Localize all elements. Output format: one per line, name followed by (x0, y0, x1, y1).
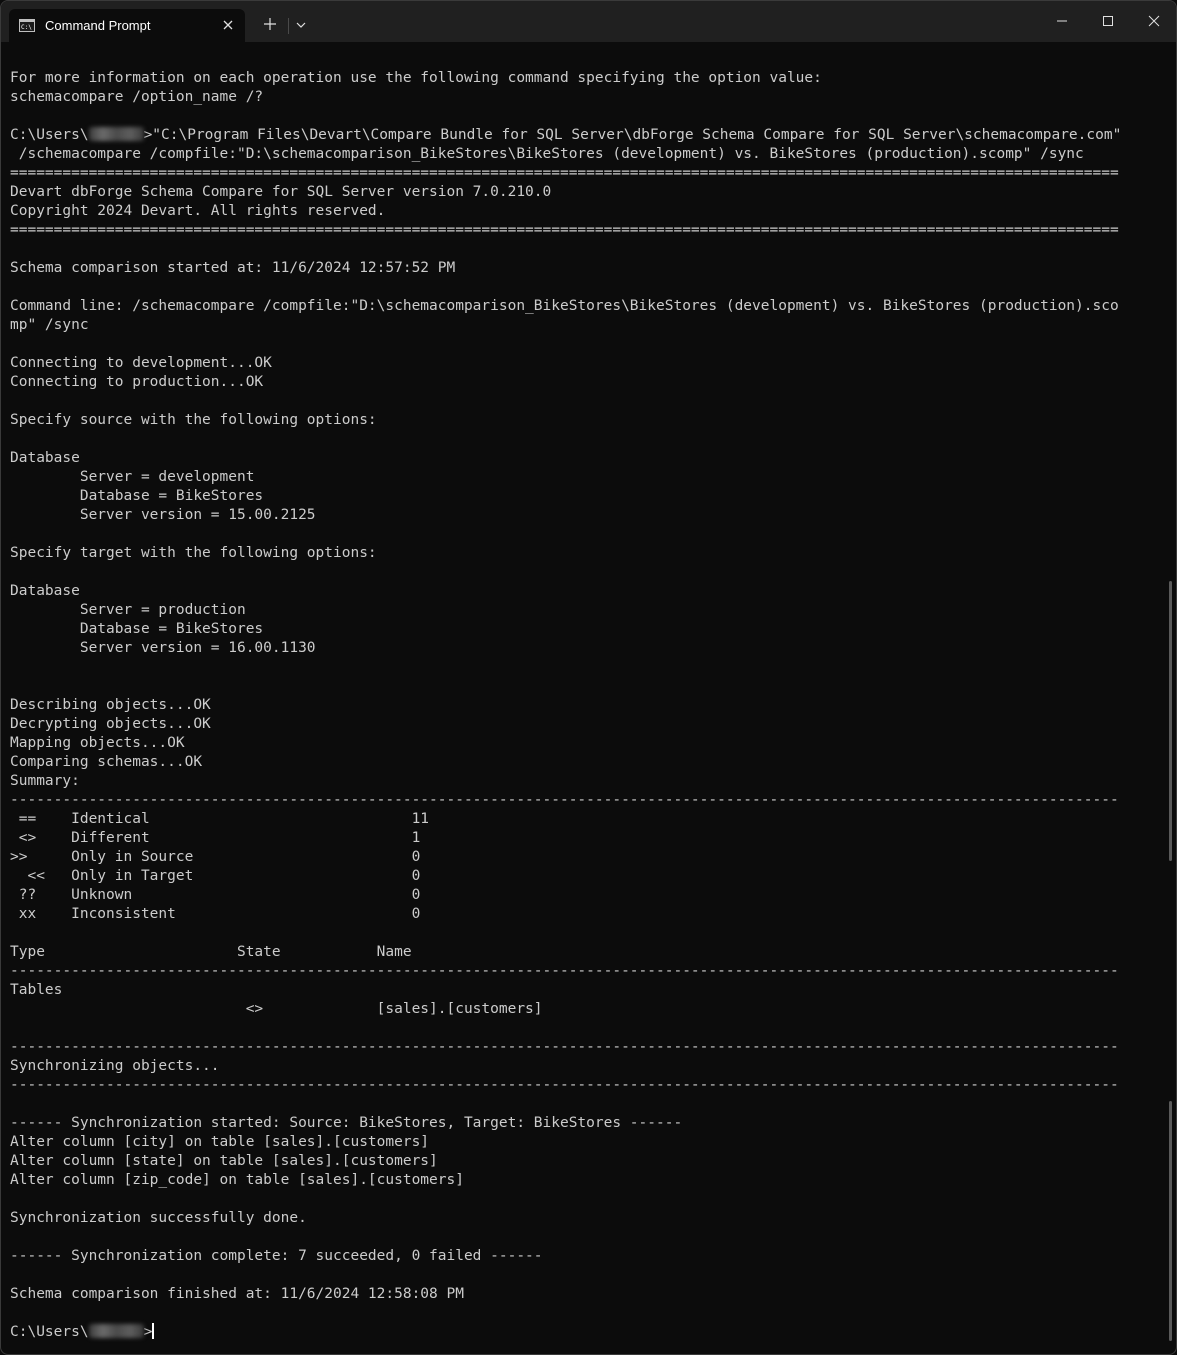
new-tab-plus-icon[interactable] (262, 16, 278, 32)
console-line: For more information on each operation use the following command specifying the option value: (10, 70, 822, 86)
console-line: /schemacompare /compfile:"D:\schemacomparison_BikeStores\BikeStores (development) vs. BikeStores (production).scomp" /sync (10, 146, 1084, 162)
console-line: <> Different 1 (10, 830, 421, 846)
command-text: > (143, 1324, 153, 1340)
close-icon[interactable] (221, 18, 235, 32)
console-line: Database = BikeStores (10, 488, 264, 504)
console-line (10, 677, 1160, 696)
console-line: Server = development (10, 469, 255, 485)
console-line (10, 1095, 1160, 1114)
close-window-button[interactable] (1131, 1, 1177, 42)
console-line (10, 430, 1160, 449)
console-line (10, 525, 1160, 544)
console-line: Connecting to production...OK (10, 374, 264, 390)
console-line: ------ Synchronization started: Source: BikeStores, Target: BikeStores ------ (10, 1115, 683, 1131)
console-line: Alter column [zip_code] on table [sales].[customers] (10, 1172, 464, 1188)
console-line: Schema comparison finished at: 11/6/2024 12:58:08 PM (10, 1286, 464, 1302)
console-line: Specify source with the following options: (10, 412, 377, 428)
console-line: Database (10, 583, 80, 599)
console-line: xx Inconsistent 0 (10, 906, 421, 922)
console-line (10, 563, 1160, 582)
console-line (10, 1019, 1160, 1038)
maximize-button[interactable] (1085, 1, 1131, 42)
console-line: Alter column [state] on table [sales].[customers] (10, 1153, 438, 1169)
console-line (10, 392, 1160, 411)
divider (288, 18, 289, 34)
chevron-down-icon[interactable] (294, 20, 308, 30)
console-line: Server = production (10, 602, 246, 618)
console-line (10, 924, 1160, 943)
console-line (10, 278, 1160, 297)
console-line: Tables (10, 982, 63, 998)
console-line: ------------------------------------------------------------------------------------------------------------------------------- (10, 1039, 1119, 1055)
console-line: ------------------------------------------------------------------------------------------------------------------------------- (10, 792, 1119, 808)
svg-text:C:\: C:\ (21, 24, 32, 31)
console-line: Server version = 15.00.2125 (10, 507, 316, 523)
scrollbar-thumb[interactable] (1169, 1101, 1172, 1341)
console-line: Command line: /schemacompare /compfile:"D:\schemacomparison_BikeStores\BikeStores (development) vs. BikeStores (production).sco (10, 298, 1119, 314)
console-line (10, 240, 1160, 259)
scrollbar-thumb[interactable] (1169, 581, 1172, 861)
console-line: =============================================================================================================================== (10, 165, 1119, 181)
close-icon (1148, 15, 1160, 27)
console-line: Describing objects...OK (10, 697, 211, 713)
console-line: Schema comparison started at: 11/6/2024 12:57:52 PM (10, 260, 456, 276)
console-line: Specify target with the following options: (10, 545, 377, 561)
console-line: Devart dbForge Schema Compare for SQL Server version 7.0.210.0 (10, 184, 552, 200)
console-line (10, 1190, 1160, 1209)
console-line (10, 1266, 1160, 1285)
console-line: == Identical 11 (10, 811, 430, 827)
console-line: ------------------------------------------------------------------------------------------------------------------------------- (10, 1077, 1119, 1093)
minimize-button[interactable] (1039, 1, 1085, 42)
console-line: schemacompare /option_name /? (10, 89, 264, 105)
console-line (10, 658, 1160, 677)
console-output[interactable] (10, 69, 1160, 1342)
tab-command-prompt[interactable] (9, 9, 245, 42)
console-line (10, 1304, 1160, 1323)
console-line: Server version = 16.00.1130 (10, 640, 316, 656)
console-line: Alter column [city] on table [sales].[customers] (10, 1134, 430, 1150)
title-bar (1, 1, 1176, 42)
console-line: =============================================================================================================================== (10, 222, 1119, 238)
console-line: << Only in Target 0 (10, 868, 421, 884)
minimize-icon (1056, 15, 1068, 27)
console-line (10, 335, 1160, 354)
console-line: Comparing schemas...OK (10, 754, 203, 770)
console-line (10, 126, 1160, 145)
console-line: Database = BikeStores (10, 621, 264, 637)
console-line: <> [sales].[customers] (10, 1001, 543, 1017)
console-line: ------ Synchronization complete: 7 succeeded, 0 failed ------ (10, 1248, 543, 1264)
text-cursor (152, 1323, 154, 1339)
redacted-username (89, 1324, 144, 1338)
console-line: Copyright 2024 Devart. All rights reserved. (10, 203, 386, 219)
console-line: ?? Unknown 0 (10, 887, 421, 903)
console-line: Summary: (10, 773, 80, 789)
console-line: ------------------------------------------------------------------------------------------------------------------------------- (10, 963, 1119, 979)
console-line: mp" /sync (10, 317, 89, 333)
console-line: Database (10, 450, 80, 466)
console-line (10, 1228, 1160, 1247)
console-line: Type State Name (10, 944, 412, 960)
console-line: Decrypting objects...OK (10, 716, 211, 732)
tab-title: Command Prompt (45, 18, 151, 33)
command-text: >"C:\Program Files\Devart\Compare Bundle for SQL Server\dbForge Schema Compare for SQL Server\schemacompare.com" (143, 127, 1122, 143)
redacted-username (89, 127, 144, 141)
console-line: Synchronizing objects... (10, 1058, 220, 1074)
console-line: Mapping objects...OK (10, 735, 185, 751)
console-line: >> Only in Source 0 (10, 849, 421, 865)
console-line: Synchronization successfully done. (10, 1210, 307, 1226)
console-line (10, 1323, 1160, 1342)
maximize-icon (1102, 15, 1114, 27)
command-prompt-icon (19, 19, 35, 32)
console-line (10, 107, 1160, 126)
prompt-path: C:\Users\ (10, 1324, 89, 1340)
prompt-path: C:\Users\ (10, 127, 89, 143)
console-line: Connecting to development...OK (10, 355, 272, 371)
